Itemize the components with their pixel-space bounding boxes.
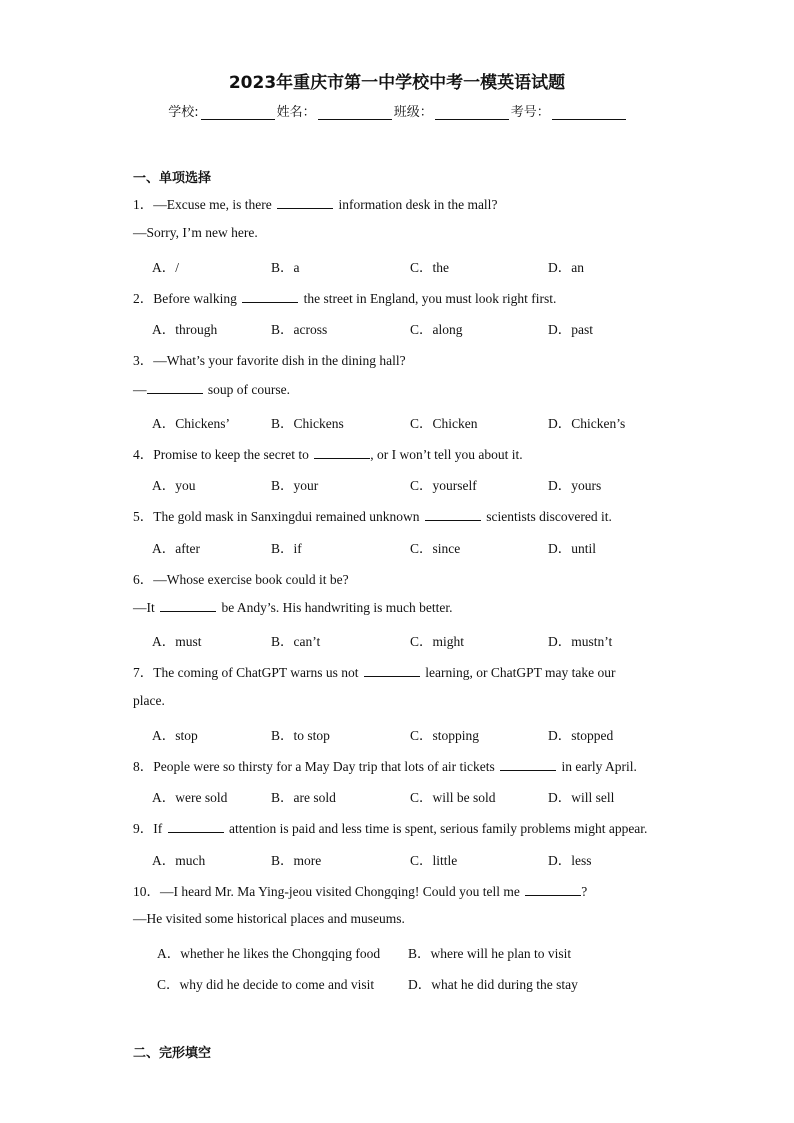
option-d[interactable]: D．until <box>548 541 597 556</box>
question-text: —What’s your favorite dish in the dining hall? <box>153 353 406 368</box>
school-label: 学校: <box>168 105 199 120</box>
answer-blank <box>364 664 420 677</box>
option-a[interactable]: A．much <box>152 853 206 868</box>
question-text: —Whose exercise book could it be? <box>153 572 349 587</box>
question-number: 4． <box>133 447 154 462</box>
option-b[interactable]: B．Chickens <box>271 416 344 431</box>
question-10-reply: —He visited some historical places and museums. <box>133 911 405 926</box>
option-b[interactable]: B．more <box>271 853 322 868</box>
page-title: 2023年重庆市第一中学校中考一模英语试题 <box>228 73 566 93</box>
question-text: scientists discovered it. <box>486 509 612 524</box>
question-text: The coming of ChatGPT warns us not <box>153 665 359 680</box>
reply-text: soup of course. <box>207 382 290 397</box>
option-d[interactable]: D．past <box>548 322 593 337</box>
reply-text: — <box>133 382 147 397</box>
question-text: People were so thirsty for a May Day trip that lots of air tickets <box>153 759 495 774</box>
option-c[interactable]: C．yourself <box>410 478 477 493</box>
option-b[interactable]: B．are sold <box>271 790 336 805</box>
question-text: If <box>153 821 163 836</box>
question-3 <box>133 349 406 369</box>
option-d[interactable]: D．what he did during the stay <box>408 977 578 992</box>
question-number: 9． <box>133 821 154 836</box>
option-d[interactable]: D．yours <box>548 478 602 493</box>
question-6-reply <box>133 599 452 616</box>
school-field <box>168 101 274 120</box>
question-text: in early April. <box>561 759 637 774</box>
option-c[interactable]: C．since <box>410 541 461 556</box>
option-d[interactable]: D．stopped <box>548 728 614 743</box>
option-c[interactable]: C．the <box>410 260 449 275</box>
question-3-reply <box>133 381 290 398</box>
option-b[interactable]: B．a <box>271 260 300 275</box>
answer-blank <box>314 446 370 459</box>
number-blank[interactable] <box>552 105 626 120</box>
name-field <box>277 101 392 120</box>
option-c[interactable]: C．will be sold <box>410 790 496 805</box>
option-b[interactable]: B．to stop <box>271 728 330 743</box>
question-text: information desk in the mall? <box>338 197 498 212</box>
option-c[interactable]: C．why did he decide to come and visit <box>157 977 375 992</box>
question-9 <box>133 817 647 837</box>
question-text: —Excuse me, is there <box>153 197 272 212</box>
answer-blank <box>525 883 581 896</box>
class-blank[interactable] <box>435 105 509 120</box>
option-b[interactable]: B．across <box>271 322 328 337</box>
option-b[interactable]: B．if <box>271 541 302 556</box>
question-text: learning, or ChatGPT may take our <box>425 665 616 680</box>
option-c[interactable]: C．little <box>410 853 458 868</box>
option-d[interactable]: D．less <box>548 853 592 868</box>
class-label: 班级： <box>393 105 433 120</box>
question-5 <box>133 505 612 525</box>
question-4 <box>133 443 523 463</box>
option-c[interactable]: C．Chicken <box>410 416 478 431</box>
option-d[interactable]: D．will sell <box>548 790 615 805</box>
option-a[interactable]: A．were sold <box>152 790 228 805</box>
question-2 <box>133 287 556 307</box>
question-7 <box>133 661 615 681</box>
question-text: , or I won’t tell you about it. <box>370 447 523 462</box>
section-heading-cloze: 二、完形填空 <box>133 1046 212 1061</box>
reply-text: —It <box>133 600 155 615</box>
number-label: 考号： <box>510 105 550 120</box>
option-a[interactable]: A．must <box>152 634 202 649</box>
question-number: 2． <box>133 291 154 306</box>
question-number: 8． <box>133 759 154 774</box>
option-d[interactable]: D．Chicken’s <box>548 416 626 431</box>
option-a[interactable]: A．/ <box>152 260 179 275</box>
question-text: —I heard Mr. Ma Ying-jeou visited Chongqing! Could you tell me <box>160 884 520 899</box>
option-c[interactable]: C．along <box>410 322 463 337</box>
question-number: 7． <box>133 665 154 680</box>
question-number: 3． <box>133 353 154 368</box>
answer-blank <box>160 599 216 612</box>
student-info-row <box>0 101 794 120</box>
name-label: 姓名： <box>276 105 316 120</box>
option-a[interactable]: A．Chickens’ <box>152 416 230 431</box>
option-a[interactable]: A．stop <box>152 728 198 743</box>
option-c[interactable]: C．might <box>410 634 465 649</box>
answer-blank <box>242 290 298 303</box>
question-number: 6． <box>133 572 154 587</box>
answer-blank <box>168 820 224 833</box>
question-text: The gold mask in Sanxingdui remained unknown <box>153 509 420 524</box>
question-text: Promise to keep the secret to <box>153 447 309 462</box>
answer-blank <box>277 196 333 209</box>
question-10 <box>133 880 587 900</box>
question-text: the street in England, you must look right first. <box>303 291 557 306</box>
option-d[interactable]: D．mustn’t <box>548 634 613 649</box>
question-number: 5． <box>133 509 154 524</box>
question-text: attention is paid and less time is spent, serious family problems might appear. <box>229 821 648 836</box>
option-d[interactable]: D．an <box>548 260 584 275</box>
question-8 <box>133 755 637 775</box>
section-heading-single-choice: 一、单项选择 <box>133 171 212 186</box>
question-text: ? <box>581 884 588 899</box>
option-b[interactable]: B．your <box>271 478 319 493</box>
school-blank[interactable] <box>201 105 275 120</box>
question-6 <box>133 568 349 588</box>
question-7-continued: place. <box>133 693 165 708</box>
option-a[interactable]: A．through <box>152 322 218 337</box>
reply-text: be Andy’s. His handwriting is much better. <box>221 600 453 615</box>
question-number: 10． <box>133 884 160 899</box>
answer-blank <box>147 381 203 394</box>
answer-blank <box>425 508 481 521</box>
question-number: 1． <box>133 197 154 212</box>
option-c[interactable]: C．stopping <box>410 728 480 743</box>
class-field <box>394 101 509 120</box>
number-field <box>511 101 626 120</box>
option-b[interactable]: B．can’t <box>271 634 321 649</box>
question-1-reply: —Sorry, I’m new here. <box>133 225 258 240</box>
option-a[interactable]: A．whether he likes the Chongqing food <box>157 946 381 961</box>
option-a[interactable]: A．you <box>152 478 196 493</box>
option-a[interactable]: A．after <box>152 541 200 556</box>
question-1 <box>133 193 497 213</box>
name-blank[interactable] <box>318 105 392 120</box>
answer-blank <box>500 758 556 771</box>
option-b[interactable]: B．where will he plan to visit <box>408 946 572 961</box>
question-text: Before walking <box>153 291 237 306</box>
